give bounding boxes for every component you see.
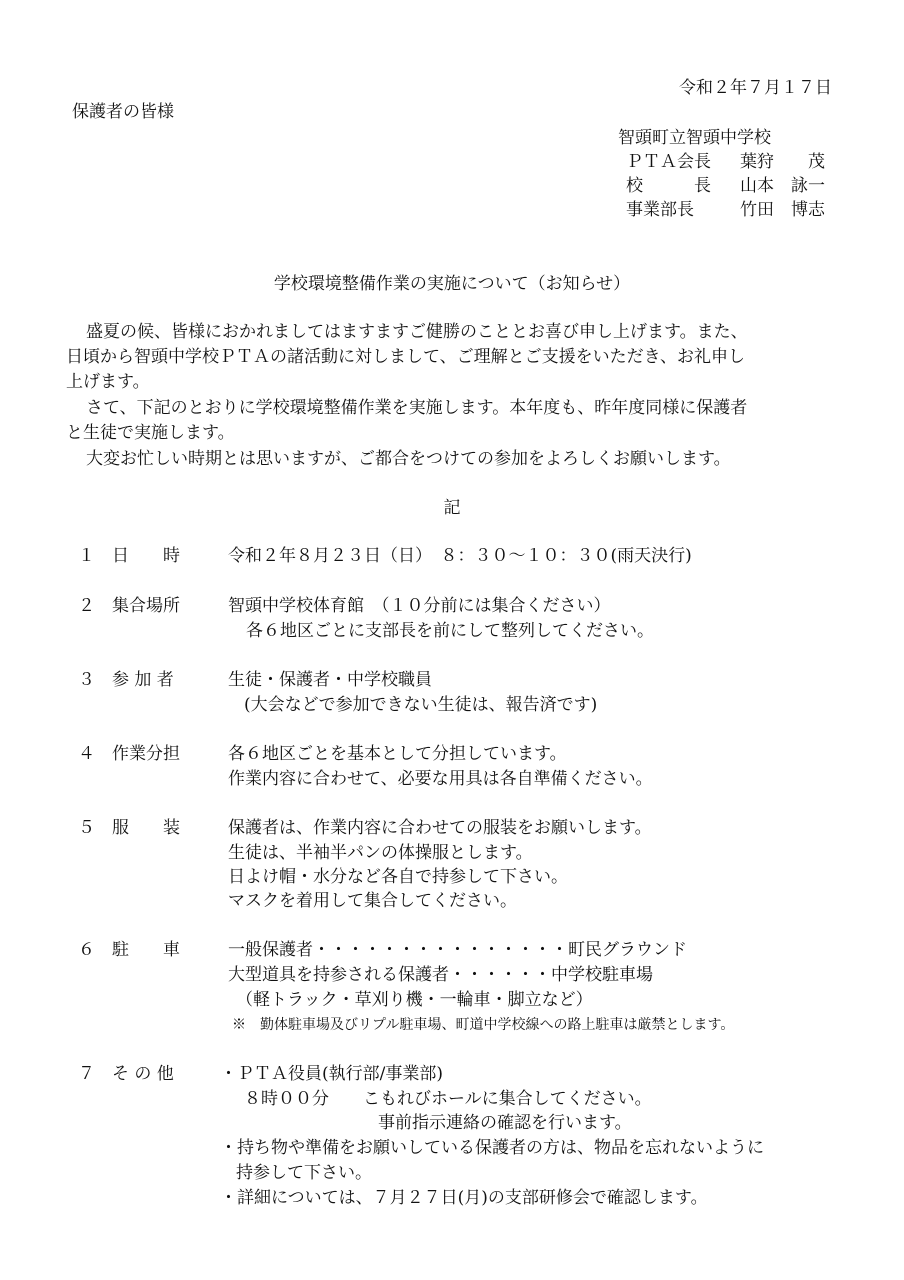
item-6-line2: 大型道具を持参される保護者・・・・・・中学校駐車場: [228, 965, 653, 985]
item-4-number: ４: [78, 744, 95, 764]
item-7-line1: ・ＰＴＡ役員(執行部/事業部): [220, 1064, 443, 1084]
item-4-line1: 各６地区ごとを基本として分担しています。: [228, 744, 567, 764]
body-p2-line2: と生徒で実施します。: [66, 423, 235, 443]
item-6-number: ６: [78, 940, 95, 960]
item-3-label: 参 加 者: [112, 670, 174, 690]
item-4-label: 作業分担: [112, 744, 180, 764]
item-1-number: １: [78, 546, 95, 566]
item-2-label: 集合場所: [112, 596, 180, 616]
item-7-line5: 持参して下さい。: [236, 1163, 372, 1183]
item-7-label: そ の 他: [112, 1064, 174, 1084]
item-5-line1: 保護者は、作業内容に合わせての服装をお願いします。: [228, 818, 652, 838]
item-2-number: ２: [78, 596, 95, 616]
item-5-line4: マスクを着用して集合してください。: [228, 891, 517, 911]
item-5-line2: 生徒は、半袖半パンの体操服とします。: [228, 843, 533, 863]
item-7-line6: ・詳細については、７月２７日(月)の支部研修会で確認します。: [220, 1188, 708, 1208]
item-4-line2: 作業内容に合わせて、必要な用具は各自準備ください。: [228, 769, 653, 789]
item-1-label: 日 時: [112, 546, 180, 566]
item-7-line2: ８時００分 こもれびホールに集合してください。: [244, 1089, 652, 1109]
item-6-line1: 一般保護者・・・・・・・・・・・・・・・町民グラウンド: [228, 940, 687, 960]
body-p2-line1: さて、下記のとおりに学校環境整備作業を実施します。本年度も、昨年度同様に保護者: [86, 398, 748, 418]
item-2-line2: 各６地区ごとに支部長を前にして整列してください。: [246, 621, 654, 641]
item-5-number: ５: [78, 818, 95, 838]
signer-role-business: 事業部長: [626, 200, 694, 220]
item-3-line2: (大会などで参加できない生徒は、報告済です): [244, 695, 598, 715]
item-6-label: 駐 車: [112, 940, 180, 960]
ki-heading: 記: [443, 498, 461, 518]
signer-name-principal: 山本 詠一: [740, 176, 825, 196]
item-1-line1: 令和２年８月２３日（日） ８：３０～１０：３０(雨天決行): [228, 546, 692, 566]
item-7-number: ７: [78, 1064, 95, 1084]
signer-role-pta: ＰＴＡ会長: [626, 152, 711, 172]
body-p1-line3: 上げます。: [66, 372, 150, 392]
issue-date: 令和２年７月１７日: [679, 78, 832, 98]
item-5-line3: 日よけ帽・水分など各自で持参して下さい。: [228, 867, 568, 887]
item-2-line1: 智頭中学校体育館 （１０分前には集合ください）: [228, 596, 611, 616]
body-p1-line2: 日頃から智頭中学校ＰＴＡの諸活動に対しまして、ご理解とご支援をいただき、お礼申し: [66, 347, 745, 367]
item-3-number: ３: [78, 670, 95, 690]
document-title: 学校環境整備作業の実施について（お知らせ）: [273, 274, 631, 294]
signer-role-principal: 校 長: [626, 176, 711, 196]
body-p1-line1: 盛夏の候、皆様におかれましてはますますご健勝のこととお喜び申し上げます。また、: [86, 322, 748, 342]
item-3-line1: 生徒・保護者・中学校職員: [228, 670, 432, 690]
item-7-line4: ・持ち物や準備をお願いしている保護者の方は、物品を忘れないように: [220, 1138, 764, 1158]
body-p3: 大変お忙しい時期とは思いますが、ご都合をつけての参加をよろしくお願いします。: [86, 449, 731, 469]
item-6-line3: （軽トラック・草刈り機・一輪車・脚立など）: [236, 990, 593, 1010]
signer-name-business: 竹田 博志: [740, 200, 825, 220]
school-name: 智頭町立智頭中学校: [618, 128, 771, 148]
item-7-line3: 事前指示連絡の確認を行います。: [378, 1113, 632, 1133]
item-6-parking-note: ※ 勤体駐車場及びリプル駐車場、町道中学校線への路上駐車は厳禁とします。: [232, 1017, 735, 1033]
signer-name-pta: 葉狩 茂: [740, 152, 825, 172]
addressee: 保護者の皆様: [72, 102, 174, 122]
item-5-label: 服 装: [112, 818, 180, 838]
